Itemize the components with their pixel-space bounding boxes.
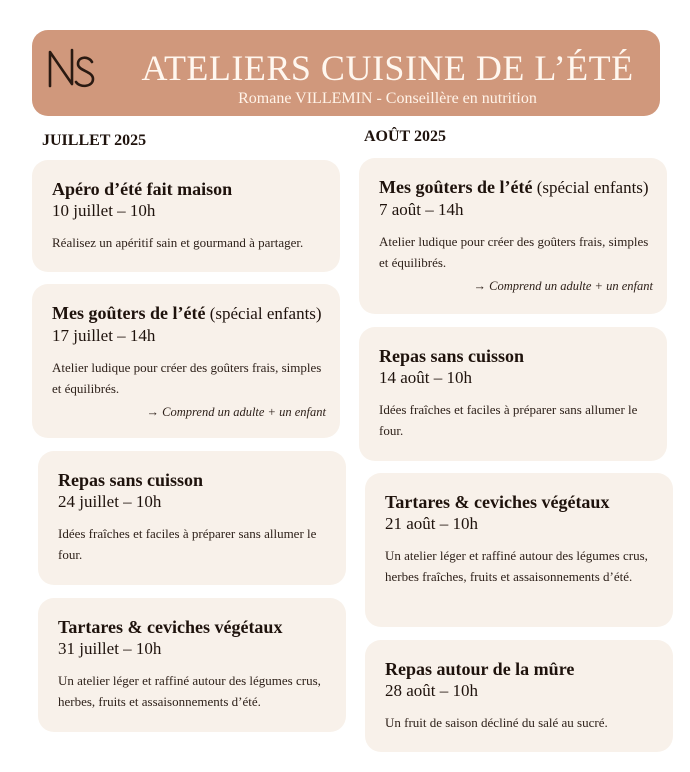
workshop-card <box>365 473 673 627</box>
workshop-description: Réalisez un apéritif sain et gourmand à partager. <box>52 235 304 250</box>
header-banner <box>32 30 660 116</box>
workshop-title: Apéro d’été fait maison <box>52 179 233 199</box>
month-heading-july: JUILLET 2025 <box>42 132 147 149</box>
workshop-description: Atelier ludique pour créer des goûters frais, simples et équilibrés. <box>52 360 322 396</box>
workshop-title: Mes goûters de l’été (spécial enfants) <box>379 177 649 197</box>
workshop-title: Repas sans cuisson <box>58 470 204 490</box>
workshop-description: Un atelier léger et raffiné autour des légumes crus, herbes fraîches, fruits et assaisonnements d’été. <box>385 548 648 584</box>
workshop-description: Un atelier léger et raffiné autour des légumes crus, herbes, fruits et assaisonnements d’été. <box>58 673 321 709</box>
workshop-title-suffix: (spécial enfants) <box>205 304 322 323</box>
workshop-description: Atelier ludique pour créer des goûters frais, simples et équilibrés. <box>379 234 649 270</box>
workshop-card <box>359 327 667 461</box>
workshop-title-suffix: (spécial enfants) <box>532 178 649 197</box>
workshop-date: 31 juillet – 10h <box>58 639 162 658</box>
workshop-description: Idées fraîches et faciles à préparer sans allumer le four. <box>58 526 317 562</box>
workshop-card <box>359 158 667 314</box>
ns-logo-icon <box>42 40 98 96</box>
workshop-card <box>32 284 340 438</box>
month-heading-august: AOÛT 2025 <box>364 128 446 145</box>
workshop-title: Repas autour de la mûre <box>385 659 575 679</box>
workshop-date: 14 août – 10h <box>379 368 473 387</box>
workshop-title: Tartares & ceviches végétaux <box>58 617 283 637</box>
page-subtitle: Romane VILLEMIN - Conseillère en nutrition <box>238 90 537 107</box>
workshop-card <box>32 160 340 272</box>
workshop-card <box>365 640 673 752</box>
workshop-note: → Comprend un adulte + un enfant <box>146 405 326 419</box>
workshop-note: → Comprend un adulte + un enfant <box>473 279 653 293</box>
workshop-card <box>38 598 346 732</box>
workshop-date: 7 août – 14h <box>379 200 464 219</box>
workshop-description: Idées fraîches et faciles à préparer sans allumer le four. <box>379 402 638 438</box>
page-title: ATELIERS CUISINE DE L’ÉTÉ <box>141 48 634 88</box>
workshop-card <box>38 451 346 585</box>
workshop-title: Repas sans cuisson <box>379 346 525 366</box>
workshop-date: 21 août – 10h <box>385 514 479 533</box>
workshop-date: 10 juillet – 10h <box>52 201 156 220</box>
workshop-date: 28 août – 10h <box>385 681 479 700</box>
workshop-date: 17 juillet – 14h <box>52 326 156 345</box>
workshop-description: Un fruit de saison décliné du salé au sucré. <box>385 715 608 730</box>
workshop-title: Mes goûters de l’été (spécial enfants) <box>52 303 322 323</box>
workshop-date: 24 juillet – 10h <box>58 492 162 511</box>
workshop-title: Tartares & ceviches végétaux <box>385 492 610 512</box>
